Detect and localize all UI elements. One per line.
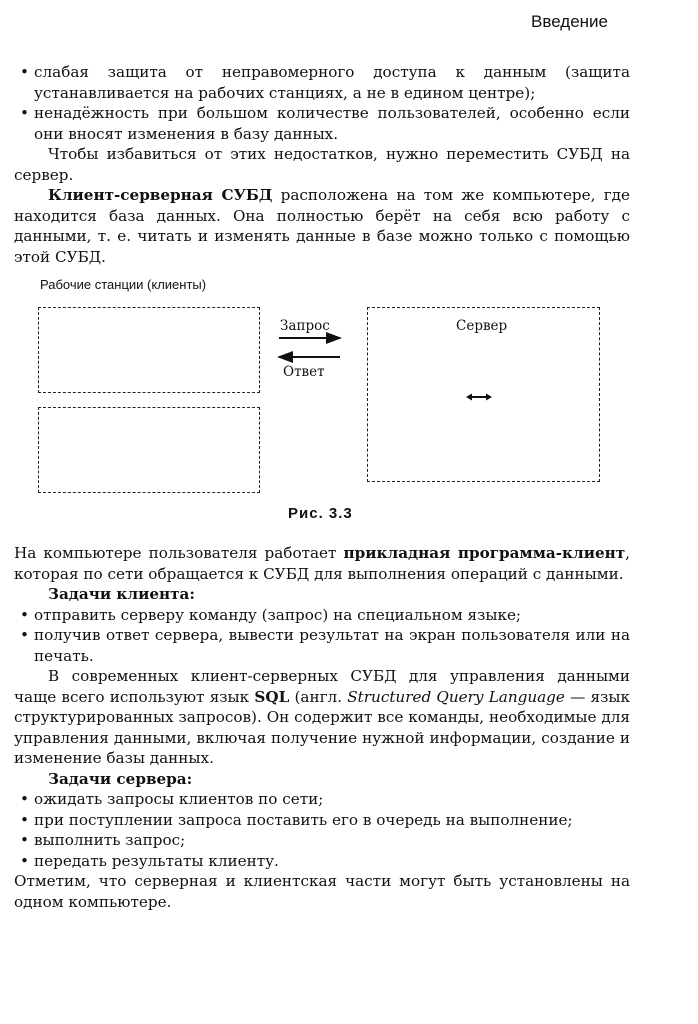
client-workstation-box-1	[38, 307, 260, 393]
paragraph: Отметим, что серверная и клиентская части могут быть установлены на одном компьютере.	[14, 872, 630, 911]
list-item: • ненадёжность при большом количестве пользователей, особенно если они вносят изменения в базу данных.	[14, 103, 630, 144]
term-client-server-dbms: Клиент-серверная СУБД	[48, 186, 273, 204]
top-text-block	[14, 62, 630, 267]
server-label: Сервер	[456, 318, 508, 334]
figure-caption: Рис. 3.3	[288, 505, 353, 522]
diagram-clients-label: Рабочие станции (клиенты)	[40, 277, 207, 292]
server-tasks-heading: Задачи сервера:	[48, 769, 193, 788]
list-item: • слабая защита от неправомерного доступа к данным (защита устанавливается на рабочих станциях, а не в едином центре);	[14, 62, 630, 103]
term-sql: SQL	[254, 687, 290, 706]
list-item: • передать результаты клиенту.	[14, 851, 630, 872]
list-item: • выполнить запрос;	[14, 830, 630, 851]
list-item: • получив ответ сервера, вывести результат на экран пользователя или на печать.	[14, 625, 630, 666]
paragraph	[14, 543, 630, 584]
request-label: Запрос	[280, 318, 330, 334]
paragraph: Чтобы избавиться от этих недостатков, нужно переместить СУБД на сервер.	[14, 145, 630, 184]
paragraph-text: В современных клиент-серверных СУБД для управления данными чаще всего используют язык	[14, 667, 630, 706]
paragraph-text: расположена на том же компьютере, где находится база данных. Она полностью берёт на себя всю работу с данными, т. е. читать и изменять данные в базе можно только с помощью этой СУБД.	[14, 186, 630, 266]
client-tasks-heading: Задачи клиента:	[48, 585, 196, 603]
list-item: • при поступлении запроса поставить его в очередь на выполнение;	[14, 810, 630, 831]
list-item: • отправить серверу команду (запрос) на специальном языке;	[14, 605, 630, 626]
response-label: Ответ	[283, 364, 325, 380]
paragraph-text: (англ.	[289, 687, 348, 706]
term-client-app: прикладная программа-клиент	[343, 544, 626, 562]
running-header: Введение	[531, 12, 608, 31]
paragraph-text: — язык структурированных запросов). Он содержит все команды, необходимые для управления данными, включая получение нужной информации, создание и изменение базы данных.	[14, 687, 630, 767]
bottom-text-block	[14, 543, 630, 912]
term-sql-expansion: Structured Query Language	[347, 687, 565, 706]
client-workstation-box-2	[38, 407, 260, 493]
paragraph-text: На компьютере пользователя работает	[14, 544, 344, 562]
list-item: • ожидать запросы клиентов по сети;	[14, 789, 630, 810]
paragraph	[14, 666, 630, 769]
paragraph	[14, 185, 630, 267]
paragraph-text: , которая по сети обращается к СУБД для выполнения операций с данными.	[14, 544, 630, 583]
